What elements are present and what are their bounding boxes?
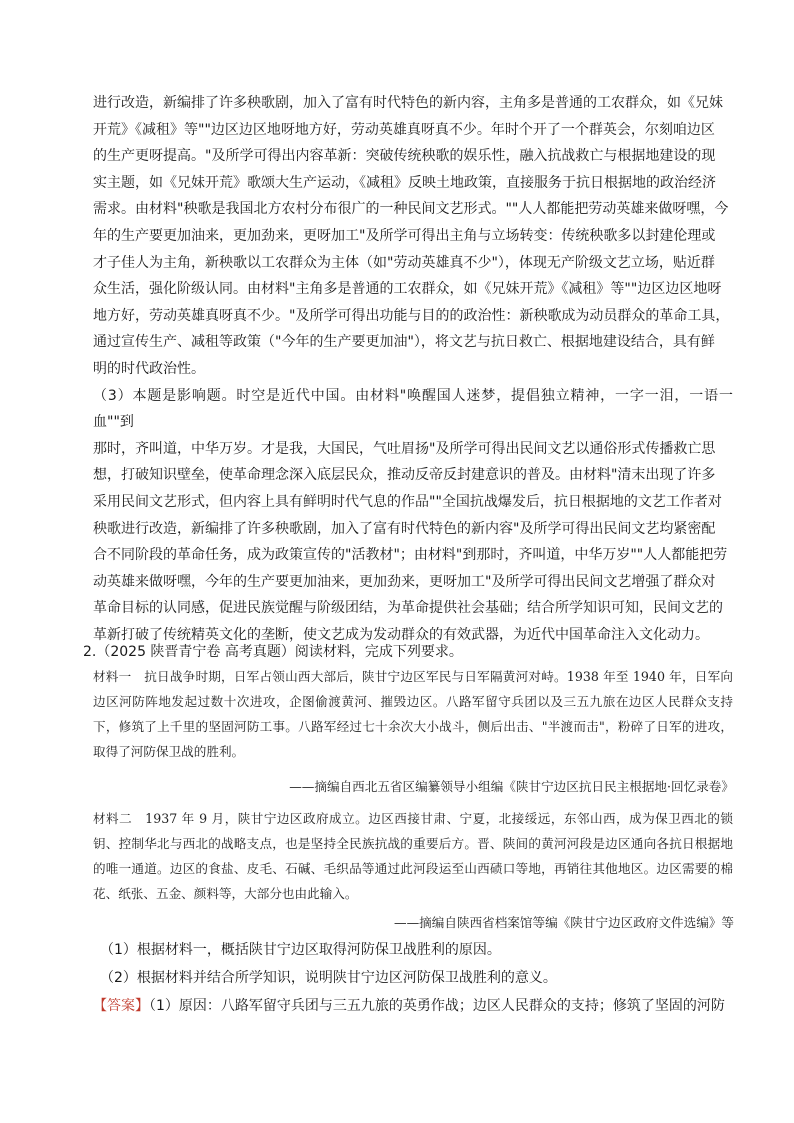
answer-line: 革新打破了传统精英文化的垄断，使文艺成为发动群众的有效武器，为近代中国革命注入文化动力。 (93, 626, 709, 643)
answer-line: 革命目标的认同感，促进民族觉醒与阶级团结，为革命提供社会基础；结合所学知识可知，民间文艺的 (93, 600, 723, 617)
answer-tag: 【答案】 (93, 998, 149, 1014)
answer-line: 地方好，劳动英雄真呀真不少。"及所学可得出功能与目的的政治性：新秧歌成为动员群众的革命工具， (93, 307, 730, 324)
material-one: 材料一 抗日战争时期，日军占领山西大部后，陕甘宁边区军民与日军隔黄河对峙。1938 年至 1940 年，日军向边区河防阵地发起过数十次进攻，企图偷渡黄河、摧毁边区。八路军留守兵团以及三五九旅在边区人民群众支持下，修筑了上千里的坚固河防工事。八路军经过七十余次大小战斗，侧后出击、"半渡而击"，粉碎了日军的进攻，取得了河防保卫战的胜利。 (93, 669, 733, 759)
answer-line: 众生活，强化阶级认同。由材料"主角多是普通的工农群众，如《兄妹开荒》《减租》等""边区边区地呀 (93, 281, 722, 298)
answer-line: 秧歌进行改造，新编排了许多秧歌剧，加入了富有时代特色的新内容"及所学可得出民间文艺均紧密配 (93, 520, 716, 537)
answer-line: 动英雄来做呀嘿，今年的生产要更加油来，更加劲来，更呀加工"及所学可得出民间文艺增强了群众对 (93, 573, 716, 590)
answer-line: 明的时代政治性。 (93, 360, 205, 377)
answer-line: 需求。由材料"秧歌是我国北方农村分布很广的一种民间文艺形式。""人人都能把劳动英雄来做呀嘿，今 (93, 201, 729, 218)
material-two-source: ——摘编自陕西省档案馆等编《陕甘宁边区政府文件选编》等 (393, 915, 734, 930)
requirement-1: （1）根据材料一，概括陕甘宁边区取得河防保卫战胜利的原因。 (100, 942, 501, 958)
material-two: 材料二 1937 年 9 月，陕甘宁边区政府成立。边区西接甘肃、宁夏，北接绥远，东邻山西，成为保卫西北的锁钥、控制华北与西北的战略支点，也是坚持全民族抗战的重要后方。晋、陕间的黄河河段是边区通向各抗日根据地的唯一通道。边区的食盐、皮毛、石碱、毛织品等通过此河段运至山西碛口等地，再销往其他地区。边区需要的棉花、纸张、五金、颜料等，大部分也由此输入。 (93, 811, 733, 901)
answer-explanation (93, 90, 733, 648)
question-2-header: 2.（2025 陕晋青宁卷 高考真题）阅读材料，完成下列要求。 (83, 644, 463, 660)
answer-line: 的生产更呀提高。"及所学可得出内容革新：突破传统秧歌的娱乐性，融入抗战救亡与根据地建设的现 (93, 148, 716, 165)
answer-text: （1）原因：八路军留守兵团与三五九旅的英勇作战；边区人民群众的支持；修筑了坚固的河防 (149, 998, 725, 1014)
answer-line: （3）本题是影响题。时空是近代中国。由材料"唤醒国人迷梦，提倡独立精神，一字一泪，一语一血""到 (93, 387, 733, 431)
answer-start (93, 996, 743, 1016)
answer-line: 通过宣传生产、减租等政策（"今年的生产要更加油"），将文艺与抗日救亡、根据地建设结合，具有鲜 (93, 334, 715, 351)
answer-line: 才子佳人为主角，新秧歌以工农群众为主体（如"劳动英雄真不少"），体现无产阶级文艺立场，贴近群 (93, 254, 715, 271)
requirement-2: （2）根据材料并结合所学知识，说明陕甘宁边区河防保卫战胜利的意义。 (100, 970, 557, 986)
answer-line: 采用民间文艺形式，但内容上具有鲜明时代气息的作品""全国抗战爆发后，抗日根据地的文艺工作者对 (93, 493, 722, 510)
answer-line: 合不同阶段的革命任务，成为政策宣传的"活教材"；由材料"到那时，齐叫道，中华万岁""人人都能把劳 (93, 547, 728, 564)
answer-line: 进行改造，新编排了许多秧歌剧，加入了富有时代特色的新内容，主角多是普通的工农群众，如《兄妹 (93, 95, 723, 111)
answer-line: 想，打破知识壁垒，使革命理念深入底层民众，推动反帝反封建意识的普及。由材料"清末出现了许多 (93, 467, 716, 484)
answer-line: 开荒》《减租》等""边区边区地呀地方好，劳动英雄真呀真不少。年时个开了一个群英会，尔刻咱边区 (93, 121, 715, 138)
answer-line: 那时，齐叫道，中华万岁。才是我，大国民，气吐眉扬"及所学可得出民间文艺以通俗形式传播救亡思 (93, 440, 716, 457)
answer-line: 年的生产要更加油来，更加劲来，更呀加工"及所学可得出主角与立场转变：传统秧歌多以封建伦理或 (93, 227, 716, 244)
answer-line: 实主题，如《兄妹开荒》歌颂大生产运动，《减租》反映土地政策，直接服务于抗日根据地的政治经济 (93, 174, 716, 191)
material-one-source: ——摘编自西北五省区编纂领导小组编《陕甘宁边区抗日民主根据地·回忆录卷》 (289, 779, 734, 794)
